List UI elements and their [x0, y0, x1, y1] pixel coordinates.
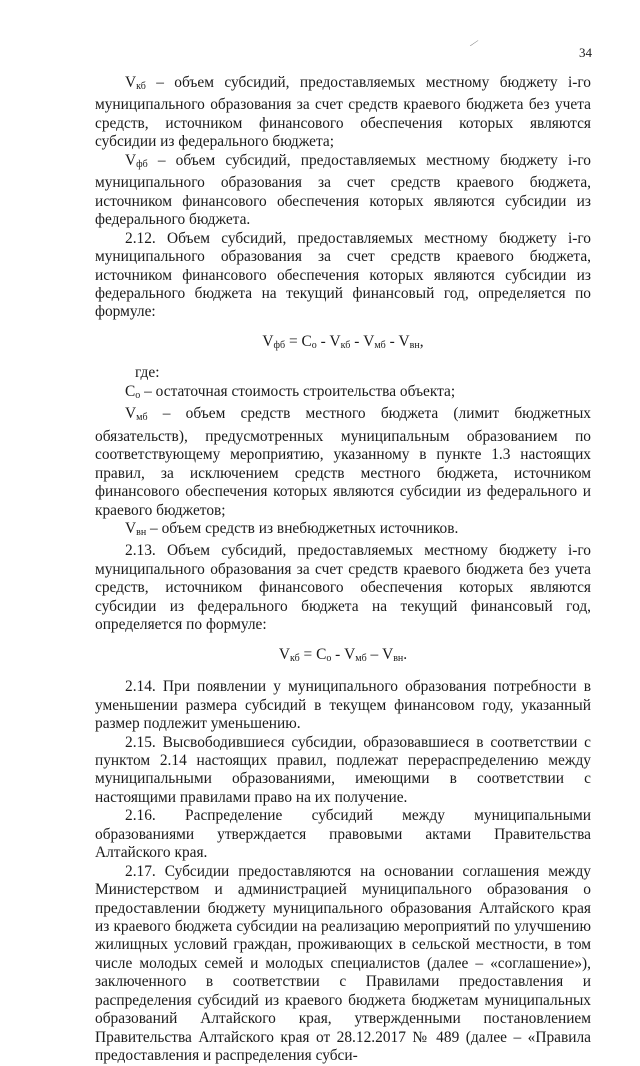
where-label: где:: [135, 364, 160, 382]
page-number: 34: [579, 45, 592, 60]
definition-v-kb: $V_{кб}$ – объем субсидий, предоставляемых местному бюджету i-го муниципального образования за счет средств краевого бюджета без учета средств, источником финансового обеспечения которых являются субсидии из федерального бюджета;: [95, 74, 591, 151]
paragraph-2-16: 2.16. Распределение субсидий между муниципальными образованиями утверждается правовыми актами Правительства Алтайского края.: [95, 807, 591, 862]
definition-c0: $C_о$ – остаточная стоимость строительства объекта;: [125, 382, 456, 401]
body-text: [95, 74, 591, 1066]
formula-v-fb: $V_{фб} = C_о - V_{кб} - V_{мб} - V_{вн}$,: [262, 332, 424, 351]
paragraph-2-12: 2.12. Объем субсидий, предоставляемых местному бюджету i-го муниципального образования за счет средств краевого бюджета, источником финансового обеспечения которых являются субсидии из федерального бюджета на текущий финансовый год, определяется по формуле:: [95, 229, 591, 321]
formula-v-kb: $V_{кб} = C_о - V_{мб} - V_{вн}$.: [278, 645, 408, 664]
paragraph-2-17: 2.17. Субсидии предоставляются на основании соглашения между Министерством и администрацией муниципального образования о предоставлении бюджету муниципального образования Алтайского края из краевого бюджета субсидии на реализацию мероприятий по улучшению жилищных условий граждан, проживающих в сельской местности, в том числе молодых семей и молодых специалистов (далее – «соглашение»), заключенного в соответствии с Правилами предоставления и распределения субсидий из краевого бюджета бюджетам муниципальных образований Алтайского края, утвержденными постановлением Правительства Алтайского края от 28.12.2017 № 489 (далее – «Правила предоставления и распределения субси-: [95, 862, 591, 1065]
definition-v-fb: $V_{фб}$ – объем субсидий, предоставляемых местному бюджету i-го муниципального образования за счет средств краевого бюджета, источником финансового обеспечения которых являются субсидии из федерального бюджета.: [95, 151, 591, 229]
paragraph-2-14: 2.14. При появлении у муниципального образования потребности в уменьшении размера субсидий в текущем финансовом году, указанный размер подлежит уменьшению.: [95, 678, 591, 733]
definition-v-vn: $V_{вн}$ – объем средств из внебюджетных источников.: [125, 519, 459, 538]
definition-v-mb: $V_{мб}$ – объем средств местного бюджета (лимит бюджетных обязательств), предусмотренных муниципальным образованием по соответствующему мероприятию, указанному в пункте 1.3 настоящих правил, за исключением средств местного бюджета, источником финансового обеспечения которых являются субсидии из федерального и краевого бюджетов;: [95, 405, 591, 519]
paragraph-2-13: 2.13. Объем субсидий, предоставляемых местному бюджету i-го муниципального образования за счет средств краевого бюджета без учета средств, источником финансового обеспечения которых являются субсидии из федерального бюджета на текущий финансовый год, определяется по формуле:: [95, 542, 591, 634]
paragraph-2-15: 2.15. Высвободившиеся субсидии, образовавшиеся в соответствии с пунктом 2.14 настоящих правил, подлежат перераспределению между муниципальными образованиями, имеющими в соответствии с настоящими правилами право на их получение.: [95, 733, 591, 806]
pen-mark: ⁄: [470, 36, 478, 50]
